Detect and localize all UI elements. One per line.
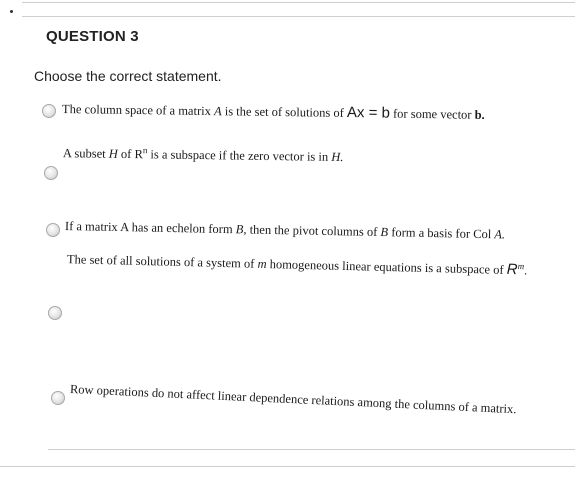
- option-1-label: The column space of a matrix A is the set of solutions of Ax = b for some vector b.: [61, 102, 485, 122]
- option-3-radio[interactable]: [46, 223, 60, 237]
- option-2-label: A subset H of $R^n$ is a subspace if the zero vector is in H.: [62, 145, 344, 165]
- question-prompt: Choose the correct statement.: [34, 68, 222, 84]
- top-divider: [22, 2, 575, 3]
- option-3-label: If a matrix A has an echelon form B, then the pivot columns of B form a basis for Col A.: [64, 219, 506, 242]
- header-divider: [22, 16, 575, 17]
- option-5-label: Row operations do not affect linear dependence relations among the columns of a matrix.: [69, 382, 517, 417]
- bottom-divider-2: [0, 466, 575, 467]
- corner-dot: [10, 10, 13, 13]
- option-4-label: The set of all solutions of a system of m homogeneous linear equations is a subspace of $R^m$.: [66, 252, 528, 279]
- option-5-radio[interactable]: [51, 391, 65, 405]
- bottom-divider-1: [48, 449, 575, 450]
- question-title: QUESTION 3: [46, 28, 139, 45]
- option-2-radio[interactable]: [44, 166, 58, 180]
- option-1-radio[interactable]: [42, 104, 56, 118]
- option-4-radio[interactable]: [48, 306, 62, 320]
